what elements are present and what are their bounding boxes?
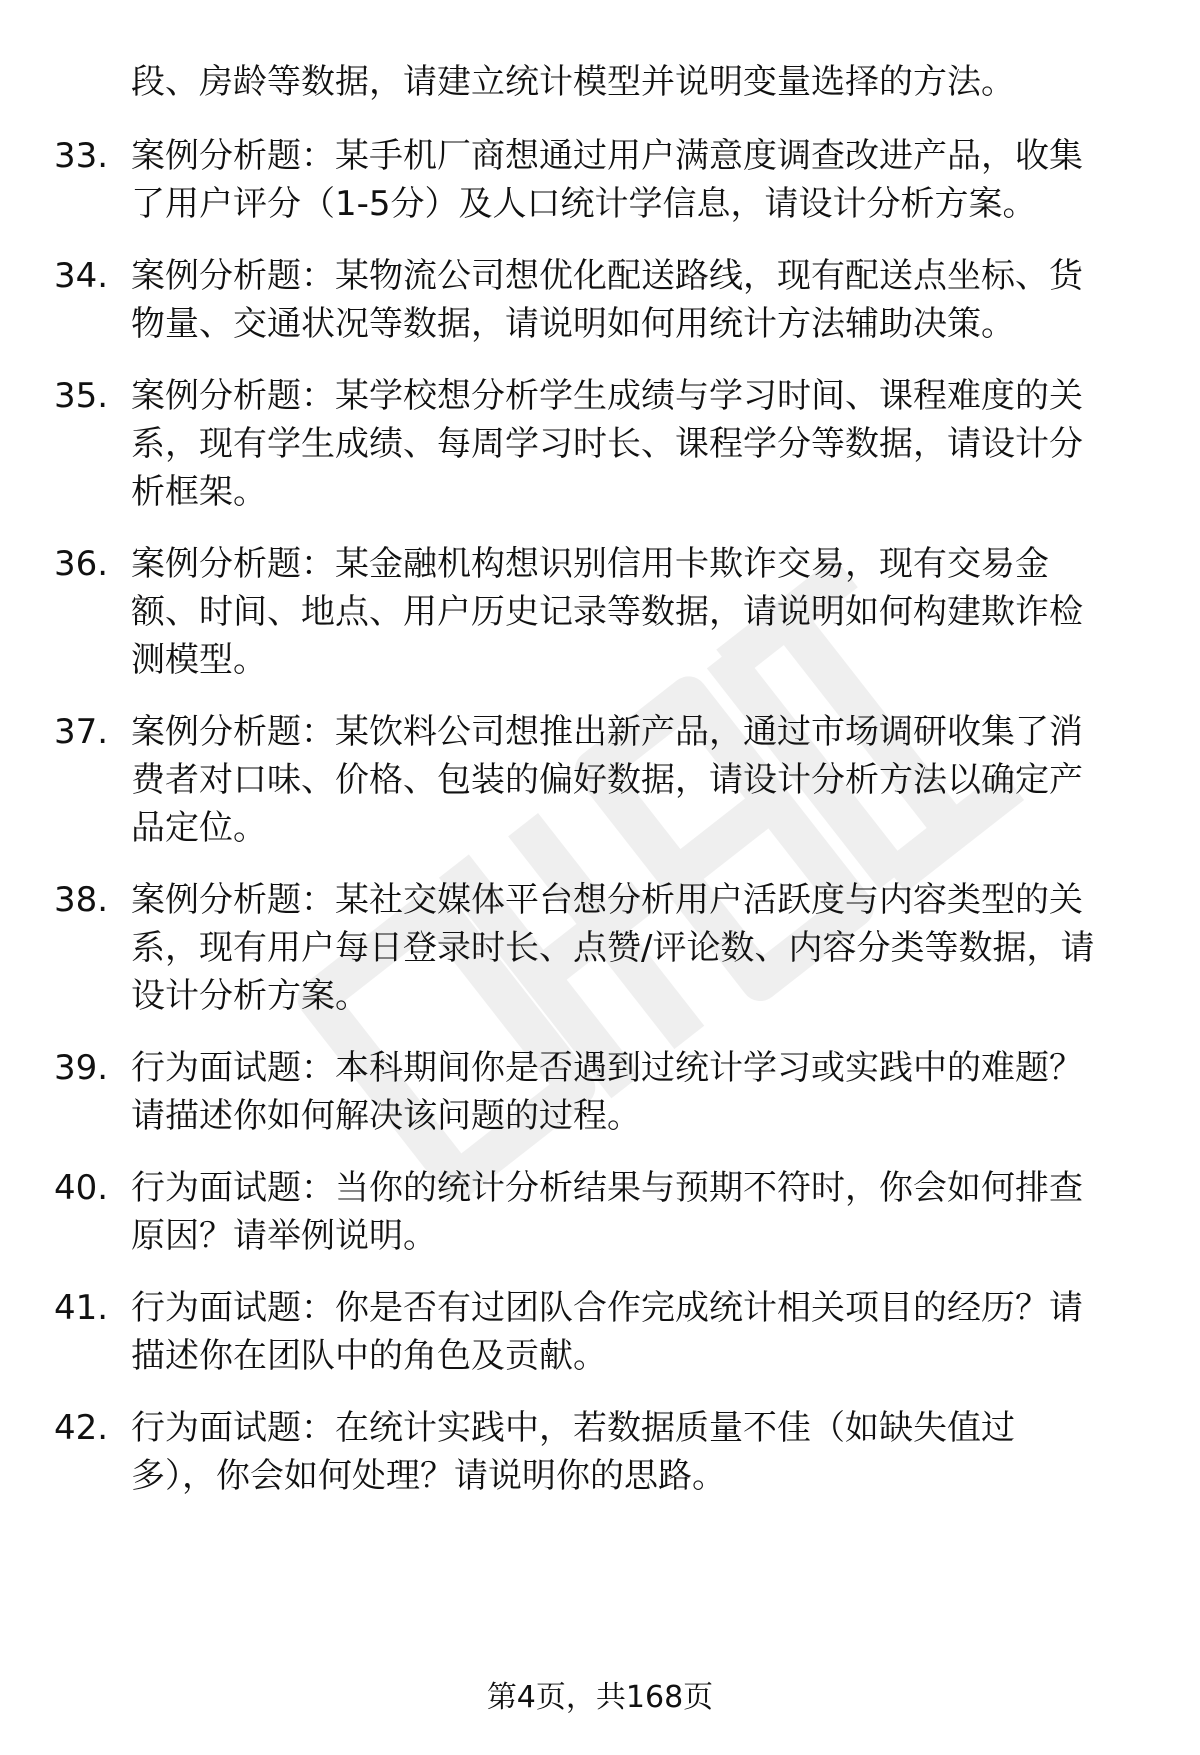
- question-text-line: 案例分析题：某学校想分析学生成绩与学习时间、课程难度的关: [131, 376, 1083, 416]
- question-number: 40.: [54, 1168, 109, 1208]
- question-number: 41.: [54, 1288, 109, 1328]
- question-number: 35.: [54, 376, 109, 416]
- question-text-line: 行为面试题：你是否有过团队合作完成统计相关项目的经历？请: [131, 1288, 1083, 1328]
- question-text-line: 案例分析题：某饮料公司想推出新产品，通过市场调研收集了消: [131, 712, 1083, 752]
- question-text: [131, 252, 1171, 348]
- question-text-line: 行为面试题：当你的统计分析结果与预期不符时，你会如何排查: [131, 1168, 1083, 1208]
- question-text: [131, 876, 1171, 1020]
- page-footer: 第4页，共168页: [486, 1680, 714, 1715]
- question-text-line: 额、时间、地点、用户历史记录等数据，请说明如何构建欺诈检: [131, 592, 1083, 632]
- question-text: [131, 540, 1171, 684]
- question-number: 37.: [54, 712, 109, 752]
- question-text: [131, 708, 1171, 852]
- question-text-line: 描述你在团队中的角色及贡献。: [131, 1336, 607, 1376]
- question-text-line: 多），你会如何处理？请说明你的思路。: [131, 1456, 726, 1496]
- question-text: [131, 1164, 1171, 1260]
- question-text-line: 品定位。: [131, 808, 267, 848]
- question-text: [131, 1044, 1171, 1140]
- question-text-line: 案例分析题：某物流公司想优化配送路线，现有配送点坐标、货: [131, 256, 1083, 296]
- continuation-text: 段、房龄等数据，请建立统计模型并说明变量选择的方法。: [131, 62, 1015, 102]
- question-text: [131, 372, 1171, 516]
- question-text-line: 案例分析题：某金融机构想识别信用卡欺诈交易，现有交易金: [131, 544, 1049, 584]
- question-number: 34.: [54, 256, 109, 296]
- question-text-line: 费者对口味、价格、包装的偏好数据，请设计分析方法以确定产: [131, 760, 1083, 800]
- question-text-line: 请描述你如何解决该问题的过程。: [131, 1096, 641, 1136]
- question-text-line: 系，现有学生成绩、每周学习时长、课程学分等数据，请设计分: [131, 424, 1083, 464]
- question-number: 39.: [54, 1048, 109, 1088]
- question-number: 36.: [54, 544, 109, 584]
- question-number: 33.: [54, 136, 109, 176]
- question-text: [131, 132, 1171, 228]
- question-text-line: 案例分析题：某社交媒体平台想分析用户活跃度与内容类型的关: [131, 880, 1083, 920]
- question-text-line: 测模型。: [131, 640, 267, 680]
- question-text-line: 系，现有用户每日登录时长、点赞/评论数、内容分类等数据，请: [131, 928, 1095, 968]
- question-text: [131, 1404, 1171, 1500]
- question-text-line: 行为面试题：在统计实践中，若数据质量不佳（如缺失值过: [131, 1408, 1015, 1448]
- question-text-line: 行为面试题：本科期间你是否遇到过统计学习或实践中的难题？: [131, 1048, 1083, 1088]
- question-text-line: 析框架。: [131, 472, 267, 512]
- question-text-line: 案例分析题：某手机厂商想通过用户满意度调查改进产品，收集: [131, 136, 1083, 176]
- question-text-line: 物量、交通状况等数据，请说明如何用统计方法辅助决策。: [131, 304, 1015, 344]
- question-text: [131, 1284, 1171, 1380]
- question-text-line: 了用户评分（1-5分）及人口统计学信息，请设计分析方案。: [131, 184, 1037, 224]
- question-text-line: 设计分析方案。: [131, 976, 369, 1016]
- question-number: 38.: [54, 880, 109, 920]
- question-text-line: 原因？请举例说明。: [131, 1216, 437, 1256]
- question-number: 42.: [54, 1408, 109, 1448]
